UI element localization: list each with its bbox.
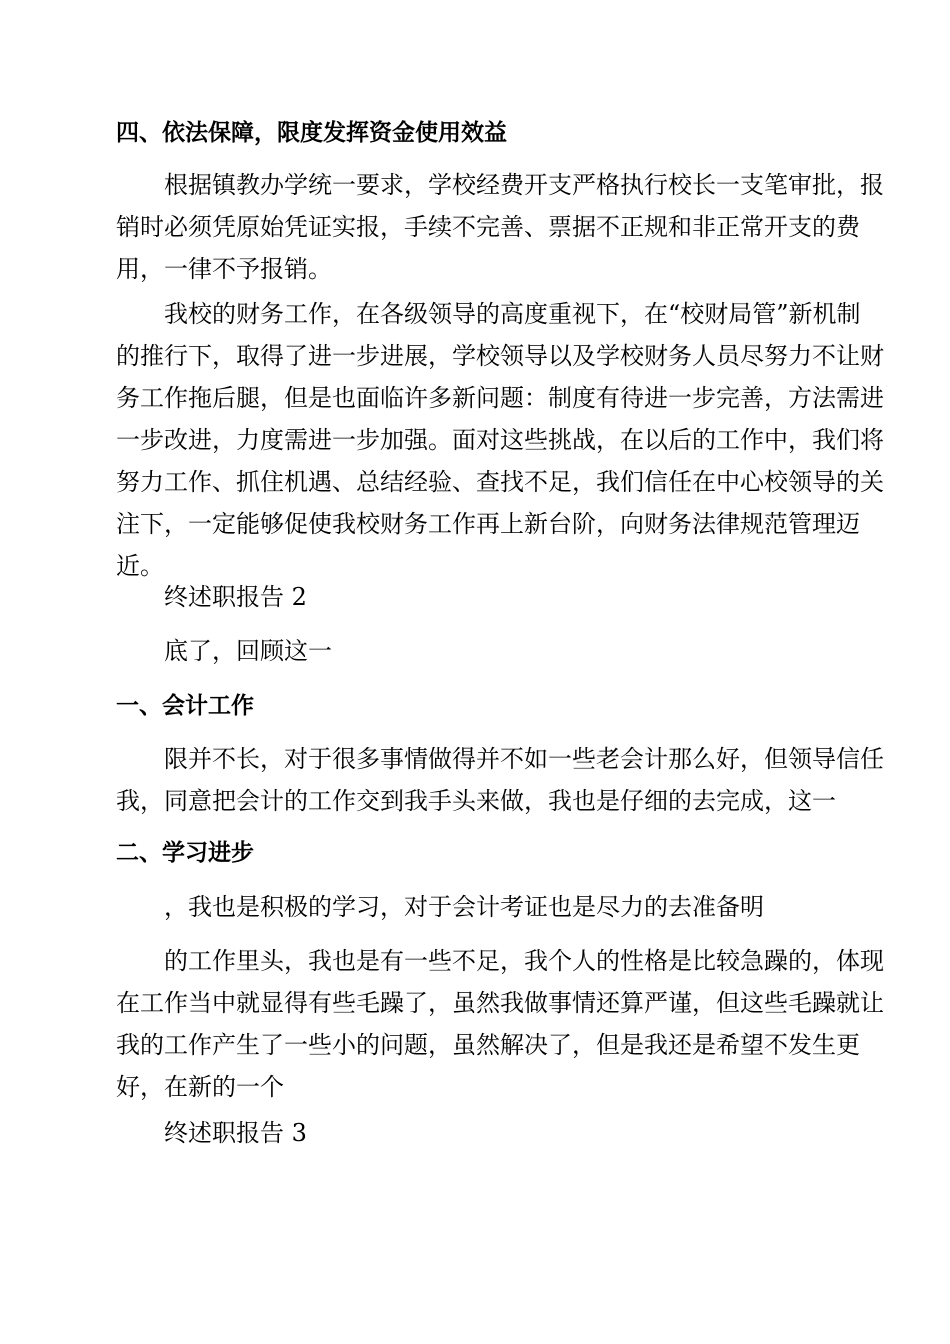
paragraph-4 <box>116 738 884 822</box>
heading-text: 四、依法保障，限度发挥资金使用效益 <box>116 120 507 146</box>
paragraph-line: 根据镇教办学统一要求，学校经费开支严格执行校长一支笔审批，报 <box>164 171 884 199</box>
paragraph-line: 底了，回顾这一 <box>164 637 332 665</box>
paragraph-line: 的推行下，取得了进一步进展，学校领导以及学校财务人员尽努力不让财 <box>116 342 884 370</box>
paragraph-line: 我校的财务工作，在各级领导的高度重视下，在“校财局管”新机制 <box>164 300 861 328</box>
paragraph-line: 好，在新的一个 <box>116 1073 284 1101</box>
heading-text: 一、会计工作 <box>116 693 254 719</box>
paragraph-line: 用，一律不予报销。 <box>116 255 332 283</box>
paragraph-line: 注下，一定能够促使我校财务工作再上新台阶，向财务法律规范管理迈 <box>116 510 860 538</box>
section-heading-accounting <box>116 685 836 727</box>
paragraph-line: 限并不长，对于很多事情做得并不如一些老会计那么好，但领导信任 <box>164 745 884 773</box>
paragraph-3 <box>116 630 836 672</box>
report-title-text: 终述职报告 3 <box>164 1119 307 1147</box>
paragraph-line: 在工作当中就显得有些毛躁了，虽然我做事情还算严谨，但这些毛躁就让 <box>116 989 884 1017</box>
paragraph-line: 努力工作、抓住机遇、总结经验、查找不足，我们信任在中心校领导的关 <box>116 468 884 496</box>
paragraph-5 <box>116 886 836 928</box>
report-title-text: 终述职报告 2 <box>164 583 307 611</box>
report-3-title <box>116 1112 836 1154</box>
heading-text: 二、学习进步 <box>116 840 254 866</box>
paragraph-line: 一步改进，力度需进一步加强。面对这些挑战，在以后的工作中，我们将 <box>116 426 884 454</box>
paragraph-line: 我的工作产生了一些小的问题，虽然解决了，但是我还是希望不发生更 <box>116 1031 860 1059</box>
section-heading-study <box>116 832 836 874</box>
paragraph-6 <box>116 940 884 1108</box>
paragraph-2 <box>116 293 884 587</box>
paragraph-line: 的工作里头，我也是有一些不足，我个人的性格是比较急躁的，体现 <box>164 947 884 975</box>
paragraph-line: 我，同意把会计的工作交到我手头来做，我也是仔细的去完成，这一 <box>116 787 836 815</box>
report-2-title <box>116 576 836 618</box>
section-heading-4 <box>116 112 836 154</box>
paragraph-line: 务工作拖后腿，但是也面临许多新问题：制度有待进一步完善，方法需进 <box>116 384 884 412</box>
paragraph-line: 销时必须凭原始凭证实报，手续不完善、票据不正规和非正常开支的费 <box>116 213 860 241</box>
paragraph-line: ，我也是积极的学习，对于会计考证也是尽力的去准备明 <box>164 893 764 921</box>
paragraph-line: 近。 <box>116 552 164 580</box>
paragraph-1 <box>116 164 884 290</box>
